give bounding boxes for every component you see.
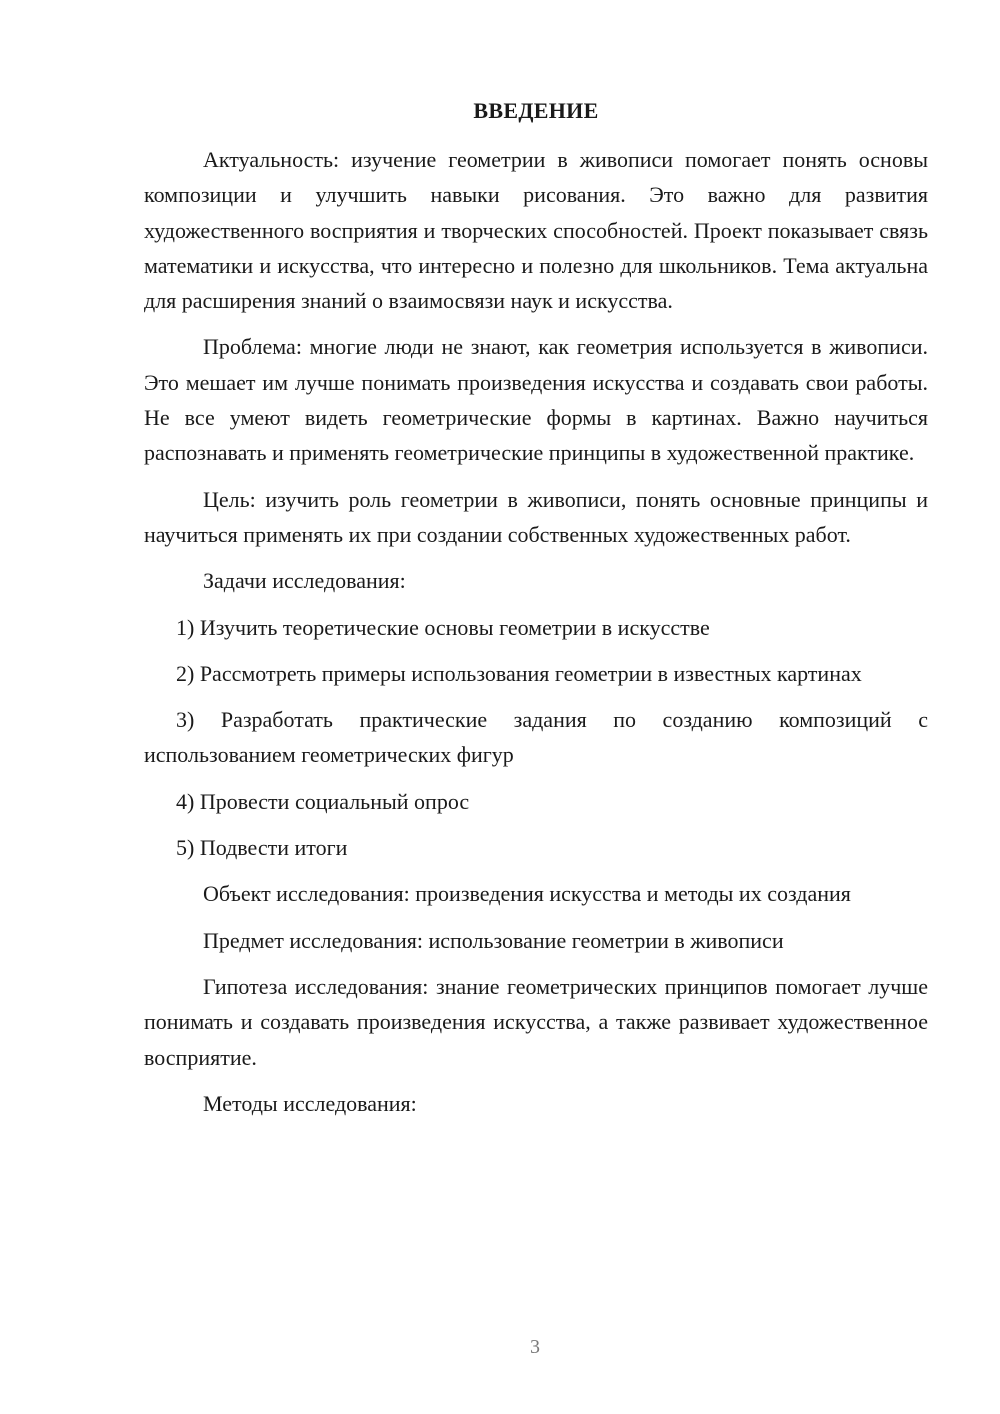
paragraph-hypothesis: Гипотеза исследования: знание геометрических принципов помогает лучше понимать и создавать произведения искусства, а также развивает художественное восприятие.: [144, 973, 928, 1070]
task-item: 5) Подвести итоги: [176, 835, 348, 861]
paragraph-object: Объект исследования: произведения искусства и методы их создания: [203, 881, 851, 907]
paragraph-problem: Проблема: многие люди не знают, как геометрия используется в живописи. Это мешает им лучше понимать произведения искусства и создавать свои работы. Не все умеют видеть геометрические формы в картинах. Важно научиться распознавать и применять геометрические принципы в художественной практике.: [144, 334, 928, 466]
paragraph-tasks-heading: Задачи исследования:: [203, 568, 406, 594]
page-number: 3: [530, 1336, 540, 1358]
task-item: 3) Разработать практические задания по созданию композиций с использованием геометрических фигур: [144, 707, 928, 768]
paragraph-goal: Цель: изучить роль геометрии в живописи, понять основные принципы и научиться применять их при создании собственных художественных работ.: [144, 486, 928, 547]
task-item: 4) Провести социальный опрос: [176, 788, 470, 814]
task-item: 1) Изучить теоретические основы геометрии в искусстве: [176, 614, 710, 640]
task-item: 2) Рассмотреть примеры использования геометрии в известных картинах: [176, 660, 862, 686]
paragraph-relevance: Актуальность: изучение геометрии в живописи помогает понять основы композиции и улучшить навыки рисования. Это важно для развития художественного восприятия и творческих способностей. Проект показывает связь математики и искусства, что интересно и полезно для школьников. Тема актуальна для расширения знаний о взаимосвязи наук и искусства.: [144, 147, 928, 314]
section-title: ВВЕДЕНИЕ: [473, 98, 599, 123]
body-text: [144, 142, 928, 1132]
paragraph-subject: Предмет исследования: использование геометрии в живописи: [203, 927, 784, 953]
paragraph-methods: Методы исследования:: [203, 1090, 417, 1116]
